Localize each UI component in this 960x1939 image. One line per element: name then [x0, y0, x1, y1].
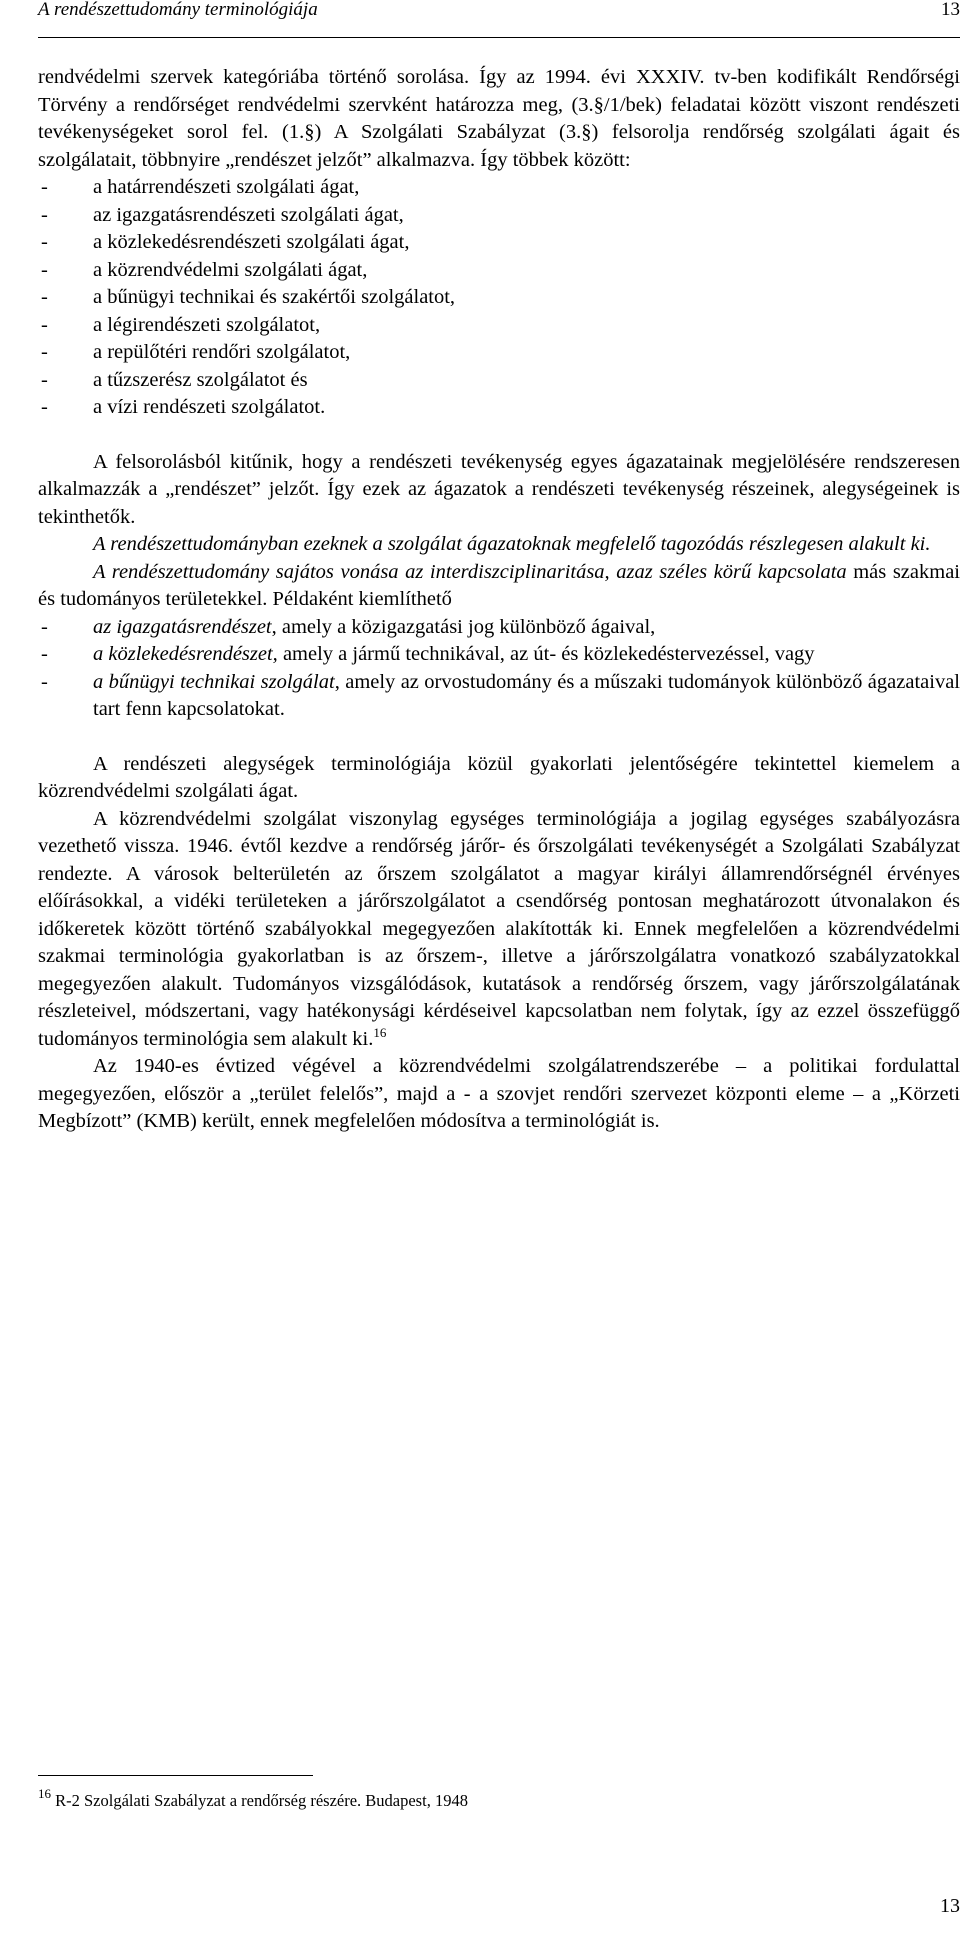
footnote [38, 1786, 960, 1812]
list-item: - a vízi rendészeti szolgálatot. [38, 394, 960, 422]
paragraph-7: Az 1940-es évtized végével a közrendvédelmi szolgálatrendszerébe – a politikai fordulattal megegyezően, először a „terület felelős”, majd a - a szovjet rendőri szervezet központi eleme – a „Körzeti Megbízott” (KMB) került, ennek megfelelően módosítva a terminológiát is. [38, 1055, 960, 1132]
list-item-rest: , amely a közigazgatási jog különböző ágaival, [271, 615, 656, 638]
footnote-number: 16 [38, 1786, 51, 1801]
header-rule [38, 37, 960, 38]
list-item-italic: a bűnügyi technikai szolgálat [93, 670, 335, 693]
header-page-number: 13 [941, 0, 960, 20]
list-item: - a közlekedésrendészeti szolgálati ágat, [38, 229, 960, 257]
paragraph-1: rendvédelmi szervek kategóriába történő sorolása. Így az 1994. évi XXXIV. tv-ben kodifikált Rendőrségi Törvény a rendőrséget rendvédelmi szervként határozza meg, (3.§/1/bek) feladatai között viszont rendészeti tevékenységeket sorol fel. (1.§) A Szolgálati Szabályzat (3.§) felsorolja rendőrség szolgálati ágait és szolgálatait, többnyire „rendészet jelzőt” alkalmazva. Így többek között: [38, 66, 960, 171]
list-item-rest: , amely az orvostudomány és a műszaki tudományok különböző ágazataival tart fenn kapcsolatokat. [93, 670, 960, 720]
paragraph-3 [38, 531, 960, 559]
document-body [38, 64, 960, 1136]
list-item: - a tűzszerész szolgálatot és [38, 367, 960, 395]
paragraph-5: A rendészeti alegységek terminológiája közül gyakorlati jelentőségére tekintettel kiemelem a közrendvédelmi szolgálati ágat. [38, 752, 960, 802]
paragraph-4-rest: más szakmai és tudományos területekkel. Példaként kiemlíthető [38, 560, 960, 610]
footnote-reference[interactable]: 16 [373, 1024, 387, 1040]
list-item: - a határrendészeti szolgálati ágat, [38, 174, 960, 202]
list-item-italic: az igazgatásrendészet [93, 615, 272, 638]
list-item-italic: a közlekedésrendészet, [93, 643, 278, 665]
paragraph-4-italic: A rendészettudomány sajátos vonása az interdiszciplinaritása, azaz széles körű kapcsolata [93, 560, 847, 583]
footnote-text: R-2 Szolgálati Szabályzat a rendőrség részére. Budapest, 1948 [51, 1791, 468, 1810]
paragraph-6-text: A közrendvédelmi szolgálat viszonylag egységes terminológiája a jogilag egységes szabályozásra vezethető vissza. 1946. évtől kezdve a rendőrség járőr- és őrszolgálati tevékenységét a Szolgálati Szabályzat rendezte. A városok belterületén az őrszem szolgálatot a magyar királyi államrendőrségnél érvényes előírásokkal, a vidéki területeken a járőrszolgálatot a csendőrség pontosan meghatározott útvonalakon és időkeretek között történő szabályokkal megegyezően alakították ki. Ennek megfelelően a közrendvédelmi szakmai terminológia gyakorlatban is az őrszem-, illetve a járőrszolgálatra vonatkozó szabályzatokkal megegyezően alakult. Tudományos vizsgálódások, kutatások a rendőrség őrszem, vagy járőrszolgálatának részleteivel, módszertani, vagy hatékonysági kérdéseivel kapcsolatban nem folytak, így az ezzel összefüggő tudományos terminológia sem alakult ki. [38, 807, 960, 1050]
paragraph-3-italic: A rendészettudományban ezeknek a szolgálat ágazatoknak megfelelő tagozódás részlegesen alakult ki. [93, 533, 931, 555]
list-item: - a közrendvédelmi szolgálati ágat, [38, 257, 960, 285]
list-item [38, 641, 960, 669]
footer-page-number: 13 [940, 1895, 960, 1917]
list-item: - a bűnügyi technikai és szakértői szolgálatot, [38, 284, 960, 312]
paragraph-6 [38, 806, 960, 1054]
list-item-rest: amely a jármű technikával, az út- és közlekedéstervezéssel, vagy [277, 643, 815, 665]
list-item: - a légirendészeti szolgálatot, [38, 312, 960, 340]
running-header [38, 0, 960, 40]
list-item: - a repülőtéri rendőri szolgálatot, [38, 339, 960, 367]
list-item: - az igazgatásrendészeti szolgálati ágat, [38, 202, 960, 230]
header-title: A rendészettudomány terminológiája [38, 0, 318, 20]
paragraph-4 [38, 559, 960, 614]
interdisciplinary-list [38, 614, 960, 724]
paragraph-2: A felsorolásból kitűnik, hogy a rendészeti tevékenység egyes ágazatainak megjelölésére rendszeresen alkalmazzák a „rendészet” jelzőt. Így ezek az ágazatok a rendészeti tevékenység részeinek, alegységeinek is tekinthetők. [38, 450, 960, 528]
footnote-separator [38, 1775, 313, 1776]
list-item [38, 614, 960, 642]
list-item [38, 669, 960, 724]
service-branches-list [38, 174, 960, 422]
